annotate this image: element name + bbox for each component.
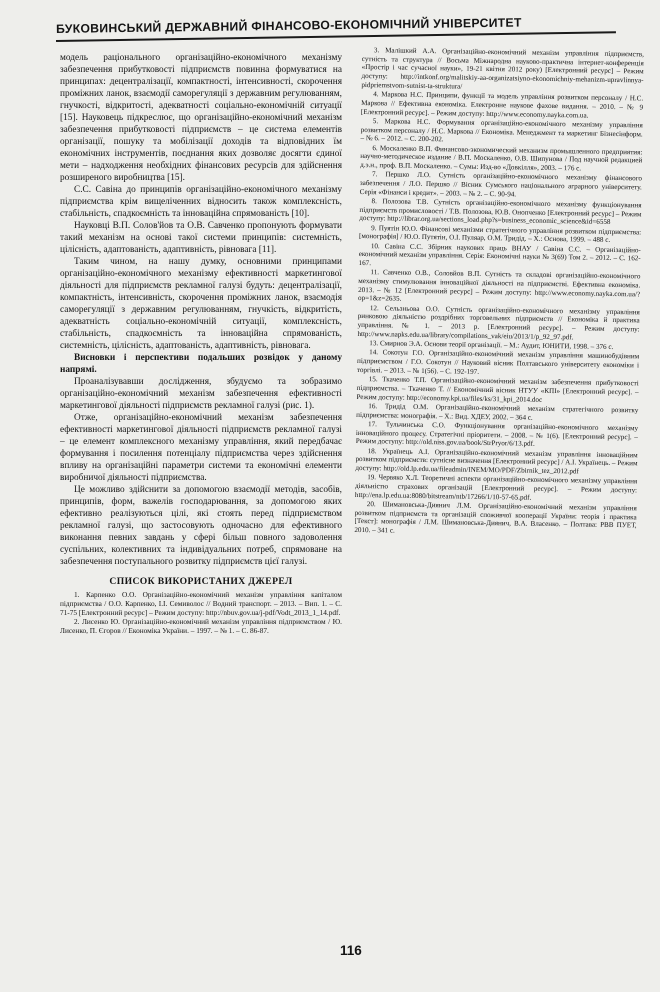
conclusions-heading: Висновки і перспективи подальших розвідок у даному напрямі.: [60, 353, 342, 375]
reference-item: 3. Малішкий А.А. Організаційно-економічний механізм управління підприємств, сутність та структура // Восьма Міжнародна науково-практична інтернет-конференція «Простір і час сучасної науки», 19-21 квітня 2012 року) [Електронний ресурс] – Режим доступу: http://intkonf.org/malitskiy-aa-organizatsiyno-ekonomichniy-mehanizm-upravlinnya-pidpriemstvom-sutnist-ta-struktura/: [361, 46, 644, 91]
body-paragraph-1: модель раціонального організаційно-економічного механізму забезпечення прибутковості підприємств повинна формуватися на принципах: децентралізації, компактності, інтенсивності, скорочення проміжних ланок, взаємодії саморегуляції з державним регулюванням, гнучкості, відкритості, адекватності соціально-економічній ситуації [15]. Науковець підкреслює, що організаційно-економічний механізм забезпечення прибутковості підприємств – це система елементів організації, пошуку та мобілізації доходів та відповідних їм економічних інструментів, поєднання яких дозволяє досягти єдиної мети – надходження необхідних фінансових ресурсів для здійснення розширеного виробництва [15].: [60, 53, 342, 183]
right-column: [354, 46, 644, 540]
reference-item: 6. Москаленко В.П. Финансово-экономический механизм промышленного предприятия: научно-методическое издание / В.П. Москаленко, О.В. Шипунова / Под научной редакцией д.э.н., проф. В.П. Москаленко. – Сумы: Изд-во «Довкілля», 2003. – 176 с.: [360, 143, 643, 173]
reference-item: 7. Першко Л.О. Сутність організаційно-економічного механізму фінансового забезпечення / Л.О. Першко // Вісник Сумського національного аграрного університету. Серія «Фінанси і кредит». – 2003. – № 2. – С. 90-94.: [359, 170, 643, 199]
reference-item: 9. Пуятін Ю.О. Фінансові механізми стратегічного управління розвитком підприємства: [монографія] / Ю.О. Путятін, О.І. Пуляар, О.М. Тридід. – Х.: Основа, 1999. – 488 с.: [358, 223, 642, 245]
running-header: БУКОВИНСЬКИЙ ДЕРЖАВНИЙ ФІНАНСОВО-ЕКОНОМІЧНИЙ УНІВЕРСИТЕТ: [56, 15, 522, 36]
left-column: [60, 52, 342, 635]
reference-item: 13. Смирнов Э.А. Основи теорії організації. – М.: Аудит, ЮНИТИ, 1998. – 376 с.: [369, 339, 614, 352]
reference-item: 12. Сельзньова О.О. Сутність організаційно-економічного механізму управління ринковою діяльністю роздрібних торговельних підприємств // Економіка й практика управління. № 1. – 2013 р. [Електронний ресурс]. – Режим доступу: http://www.napks.edu.ua/library/compilations_vak/eiu/2013/1/p_92_97.pdf.: [357, 303, 640, 342]
reference-item: 4. Маркова Н.С. Принципи, функції та модель управління розвитком персоналу / Н.С. Маркова // Ефективна економіка. Електронне наукове фахове видання. – 2010. – № 9 [Електронний ресурс]. – Режим доступу: http://www.economy.nayka.com.ua.: [360, 90, 644, 120]
body-paragraph-2: С.С. Савіна до принципів організаційно-економічного механізму підприємства крім вищеліченних відносить також комплексність, стабільність, спадкоємність та інноваційна спрямованість [10].: [60, 185, 342, 219]
reference-item: 18. Українець А.І. Організаційно-економічний механізм управління інноваційним розвитком підприємств: сутнісне визначення [Електронний ресурс] / А.І. Українець. – Режим доступу: http://old.lp.edu.ua/fileadmin/INEM/MO/PDF/Zbirnik_tez_2012.pdf: [355, 446, 638, 476]
conclusions-paragraph-3: Це можливо здійснити за допомогою взаємодії методів, засобів, принципів, форм, важелів господарювання, за допомогою яких ефективно реалізуються цілі, які стоять перед підприємством рекламної галузі, що застосовують одночасно для ефективного виконання певних завдань у сфері більш повного задоволення суспільних, колективних та індивідуальних потреб, спрямоване на забезпечення поступального розвитку підприємств цієї галузі.: [60, 485, 342, 567]
reference-item: 11. Савченко О.В., Соловйов В.П. Сутність та складові організаційно-економічного механізму стимулювання інноваційної діяльності на підприємстві. Ефективна економіка. 2013. – № 12 [Електронний ресурс] – Режим доступу: http://www.economy.nayka.com.ua/?op=1&z=2635.: [357, 268, 641, 304]
reference-item: 14. Сокотун Г.О. Організаційно-економічний механізм управління машинобудівним підприємством / Г.О. Сокотун // Науковий вісник Полтавського університету економіки і торгівлі. – 2013. – № 1(56). – С. 192-197.: [356, 348, 640, 376]
reference-item: 19. Червяко Х.Л. Теоретичні аспекти організаційно-економічного механізму управління діяльністю страхових організацій [Електронний ресурс]. – Режим доступу: http://ena.lp.edu.ua:8080/bitstream/ntb/17266/1/10-57-65.pdf.: [354, 473, 638, 502]
body-paragraph-3: Науковці В.П. Солов'йов та О.В. Савченко пропонують формувати такий механізм на основі такої системи принципів: системність, цілісність, адаптованість, адаптивність, рівновага [11].: [60, 221, 342, 255]
conclusions-paragraph-1: Проаналізувавши дослідження, збудуємо та зобразимо організаційно-економічний механізм забезпечення ефективності маркетингової діяльності підприємств рекламної галузі (рис. 1).: [60, 377, 342, 411]
reference-item: 15. Ткаченко Т.П. Організаційно-економічний механізм забезпечення прибутковості підприємства. – Ткаченко Т. // Економічний вісник НТУУ «КПІ» [Електронний ресурс]. – Режим доступу: http://economy.kpi.ua/files/ks/31_kpi_2014.doc: [356, 375, 639, 404]
conclusions-paragraph-2: Отже, організаційно-економічний механізм забезпечення ефективності маркетингової діяльності підприємств рекламної галузі – це елемент комплексного механізму управління, який передбачає формування і посилення потенціалу підприємства через здійснення впливу на організаційні параметри системи та економічні елементи виробничої діяльності підприємства.: [60, 413, 342, 483]
reference-item: 17. Тульчинська С.О. Функціонування організаційно-економічного механізму інноваційного процесу. Стратегічні пріоритети. – 2008. – № 1(6). [Електронний ресурс]. – Режим доступу: http://old.niss.gov.ua/book/StrPryor/6/13.pdf.: [355, 419, 639, 449]
body-paragraph-4: Таким чином, на нашу думку, основними принципами організаційно-економічного механізму ефективності маркетингової діяльності для підприємств рекламної галузі будуть: децентралізації, компактність, інтенсивність, скорочення проміжних ланок, взаємодія саморегуляції з державним регулюванням, гнучкість, відкритість, адекватність соціально-економічній ситуації, комплексність, стабільність, спадкоємність та інноваційна спрямованість, системність, цілісність, адаптованість, адаптивність, рівновага.: [60, 257, 342, 351]
reference-item: 20. Шимановська-Диянич Л.М. Організаційно-економічний механізм управління розвитком підприємств та організацій споживчої кооперації України: теорія і практика [Текст]: монографія / Л.М. Шимановська-Диянич, В.А. Власенко. – Полтава: РВВ ПУЕТ, 2010. – 341 с.: [354, 500, 637, 535]
reference-item: 10. Савіна С.С. Збірник наукових праць ВНАУ / Савіна С.С. – Організаційно-економічний механізм управління. Серія: Економічні науки № 3(69) Том 2. – 2012. – С. 162-167.: [358, 241, 641, 268]
reference-item: 5. Маркова Н.С. Формування організаційно-економічного механізму управління розвитком персоналу / Н.С. Маркова // Економіка. Менеджмент та маркетинг Бізнесінформ. – № 6. – 2012. – С. 200-202.: [360, 116, 643, 144]
reference-item: 2. Лисенко Ю. Організаційно-економічний механізм управління підприємством / Ю. Лисенко, П. Єгоров // Економіка України. – 1997. – № 1. – С. 86-87.: [60, 617, 342, 635]
reference-item: 16. Тридід О.М. Організаційно-економічний механізм стратегічного розвитку підприємства: монографія. – Х.: Вид. ХДЕУ, 2002. – 364 с.: [356, 401, 639, 422]
page-number: 116: [340, 943, 362, 958]
reference-item: 8. Полозова Т.В. Сутність організаційно-економічного механізму функціонування підприємств промисловості / Т.В. Полозова, Ю.В. Онопченко [Електронний ресурс] – Режим доступу: http://librar.org.ua/sections_load.php?s=business_economic_science&id=6558: [359, 197, 642, 227]
references-title: СПИСОК ВИКОРИСТАНИХ ДЖЕРЕЛ: [109, 576, 293, 587]
reference-item: 1. Карпенко О.О. Організаційно-економічний механізм управління капіталом підприємства / О.О. Карпенко, І.І. Семиволос // Водний транспорт. – 2013. – Вип. 1. – С. 71-75 [Електронний ресурс] – Режим доступу: http://nbuv.gov.ua/j-pdf/Vodt_2013_1_14.pdf.: [60, 590, 342, 617]
